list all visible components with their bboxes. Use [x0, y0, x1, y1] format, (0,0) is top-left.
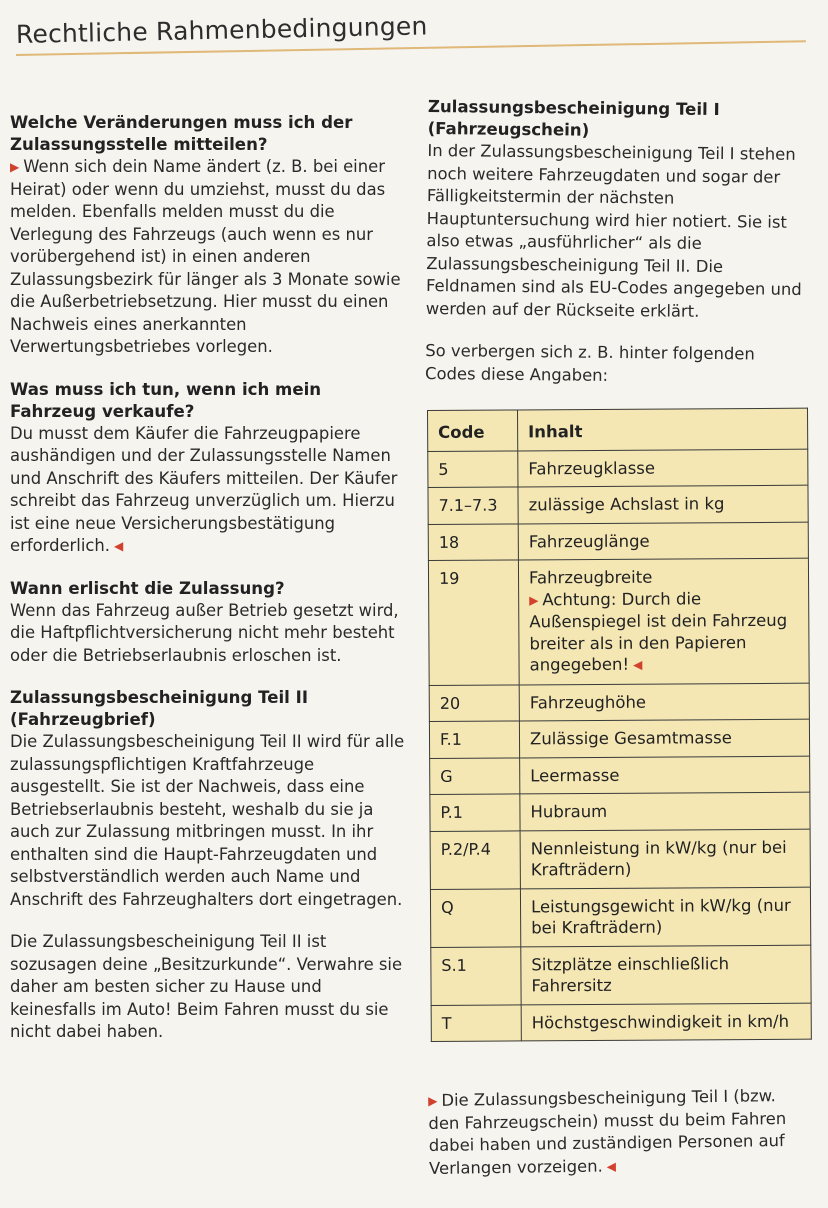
content-cell: Sitzplätze einschließlich Fahrersitz [521, 945, 811, 1005]
page-title: Rechtliche Rahmenbedingungen [15, 11, 428, 49]
code-cell: F.1 [429, 721, 519, 758]
width-warning-note [529, 587, 799, 677]
section-heading: Zulassungsbescheinigung Teil I (Fahrzeugschein) [427, 96, 720, 140]
table-row [429, 719, 809, 758]
section-sell-vehicle [10, 379, 405, 558]
arrow-right-icon: ▶ [428, 1093, 438, 1108]
content-cell: Fahrzeugklasse [518, 449, 808, 487]
left-column [10, 112, 405, 1064]
table-row [428, 522, 808, 561]
code-cell: 20 [429, 684, 519, 721]
content-cell: Zulässige Gesamtmasse [519, 719, 809, 757]
paragraph: Wenn das Fahrzeug außer Betrieb gesetzt wird, die Haftpflichtversicherung nicht mehr besteht oder die Betriebserlaubnis erloschen ist. [10, 600, 399, 665]
content-cell: Fahrzeuglänge [518, 522, 808, 560]
table-header-row [428, 408, 808, 451]
content-cell: Fahrzeughöhe [519, 683, 809, 721]
content-text: Fahrzeugbreite [528, 567, 653, 588]
code-cell: 19 [428, 560, 519, 685]
code-cell: Q [430, 888, 520, 947]
paragraph: Die Zulassungsbescheinigung Teil I (bzw. den Fahrzeugschein) musst du beim Fahren dabei haben und zuständigen Personen auf Verlangen vorzeigen. [428, 1086, 787, 1178]
eu-codes-table [427, 408, 812, 1042]
section-text [10, 423, 405, 558]
note-text: Achtung: Durch die Außenspiegel ist dein Fahrzeug breiter als in den Papieren angegeben! [529, 588, 788, 675]
content-cell: Hubraum [520, 792, 810, 830]
section-heading: Welche Veränderungen muss ich der Zulassungsstelle mitteilen? [10, 113, 353, 154]
paragraph: In der Zulassungsbescheinigung Teil I stehen noch weitere Fahrzeugdaten und sogar der Fälligkeitstermin der nächsten Hauptuntersuchung wird hier notiert. Sie ist also etwas „ausführlicher“ als die Zulassungsbescheinigung Teil II. Die Feldnamen sind als EU-Codes angegeben und werden auf der Rückseite erklärt. [425, 140, 802, 321]
section-report-changes [10, 112, 405, 359]
arrow-right-icon: ▶ [10, 160, 20, 174]
right-column [425, 96, 808, 389]
code-cell: P.2/P.4 [430, 830, 520, 889]
paragraph: Du musst dem Käufer die Fahrzeugpapiere aushändigen und der Zulassungsstelle Namen und Anschrift des Käufers mitteilen. Der Käufer schreibt das Fahrzeug unverzüglich um. Hierzu ist eine neue Versicherungsbestätigung erforderlich. [10, 423, 398, 555]
column-header-content: Inhalt [518, 408, 808, 450]
section-certificate-part-1 [426, 96, 808, 324]
code-cell: 5 [428, 450, 518, 487]
table-row [430, 887, 810, 947]
section-certificate-part-2 [10, 687, 405, 911]
table-row [429, 683, 809, 722]
table-row [431, 1003, 811, 1042]
carry-certificate-note [428, 1085, 809, 1180]
table-row [428, 449, 808, 488]
section-heading: Zulassungsbescheinigung Teil II (Fahrzeugbrief) [10, 688, 308, 729]
section-text [10, 156, 405, 359]
table-row [430, 756, 810, 795]
code-cell: T [431, 1004, 521, 1041]
section-heading: Wann erlischt die Zulassung? [10, 578, 285, 598]
arrow-left-icon: ◀ [633, 657, 643, 672]
arrow-right-icon: ▶ [529, 592, 539, 607]
table-row [431, 945, 811, 1005]
table-row [428, 485, 808, 524]
code-cell: G [430, 757, 520, 794]
paragraph: Die Zulassungsbescheinigung Teil II wird für alle zulassungspflichtigen Kraftfahrzeuge ausgestellt. Sie ist der Nachweis, dass eine Betriebserlaubnis besteht, weshalb du sie ja auch zur Zulassung mitbringen musst. In ihr enthalten sind die Haupt-Fahrzeugdaten und selbstverständlich werden auch Name und Anschrift des Fahrzeughalters dort eingetragen. [10, 732, 405, 909]
table-row [430, 792, 810, 831]
paragraph: Wenn sich dein Name ändert (z. B. bei einer Heirat) oder wenn du umziehst, musst du das melden. Ebenfalls melden musst du die Verlegung des Fahrzeugs (auch wenn es nur vorübergehend ist) in einen anderen Zulassungsbezirk für länger als 3 Monate sowie die Außerbetriebsetzung. Hier musst du einen Nachweis eines anerkannten Verwertungsbetriebes vorlegen. [10, 157, 401, 356]
arrow-left-icon: ◀ [114, 539, 124, 553]
content-cell: Nennleistung in kW/kg (nur bei Krafträdern) [520, 829, 810, 889]
content-cell: Leermasse [520, 756, 810, 794]
code-cell: P.1 [430, 794, 520, 831]
column-header-code: Code [428, 410, 518, 451]
section-heading: Was muss ich tun, wenn ich mein Fahrzeug verkaufe? [10, 379, 322, 421]
content-cell: zulässige Achslast in kg [518, 485, 808, 523]
section-registration-expiry [10, 578, 405, 668]
code-cell: S.1 [431, 946, 521, 1005]
section-ownership-document [10, 931, 405, 1044]
arrow-left-icon: ◀ [606, 1158, 617, 1174]
content-cell [518, 558, 809, 684]
code-cell: 18 [428, 523, 518, 560]
code-cell: 7.1–7.3 [428, 487, 518, 524]
table-intro: So verbergen sich z. B. hinter folgenden Codes diese Angaben: [424, 340, 755, 385]
content-cell: Höchstgeschwindigkeit in km/h [521, 1003, 811, 1041]
paragraph: Die Zulassungsbescheinigung Teil II ist sozusagen deine „Besitzurkunde“. Verwahre sie daher am besten sicher zu Hause und keinesfalls im Auto! Beim Fahren musst du sie nicht dabei haben. [10, 932, 403, 1041]
content-cell: Leistungsgewicht in kW/kg (nur bei Krafträdern) [520, 887, 810, 947]
table-row [428, 558, 809, 685]
table-row [430, 829, 810, 889]
